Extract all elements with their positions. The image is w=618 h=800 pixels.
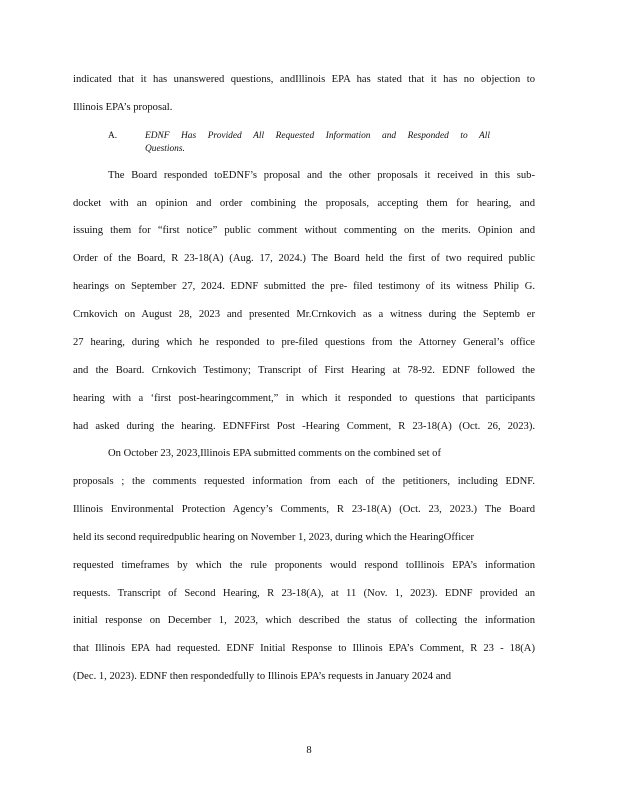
body-text-line: that Illinois EPA had requested. EDNF Initial Response to Illinois EPA’s Comment, R 23 - 18(A) [73,643,535,654]
body-text-line: Illinois EPA’s proposal. [73,102,173,113]
body-text-line: held its second requiredpublic hearing on November 1, 2023, during which the HearingOfficer [73,532,475,543]
section-heading-title: EDNF Has Provided All Requested Information and Responded to All [145,131,490,141]
body-text-line: docket with an opinion and order combining the proposals, accepting them for hearing, and [73,198,535,209]
body-text-line: had asked during the hearing. EDNFFirst Post -Hearing Comment, R 23-18(A) (Oct. 26, 2023). [73,421,535,432]
section-heading-letter: A. [108,131,118,141]
body-text-line: hearings on September 27, 2024. EDNF submitted the pre- filed testimony of its witness Philip G. [73,281,535,292]
body-text-line: hearing with a ‘first post-hearingcomment,” in which it responded to questions that participants [73,393,535,404]
body-text-line: proposals ; the comments requested information from each of the petitioners, including EDNF. [73,476,535,487]
section-heading-title-continued: Questions. [145,144,185,154]
body-text-line: Illinois Environmental Protection Agency’s Comments, R 23-18(A) (Oct. 23, 2023.) The Board [73,504,535,515]
body-text-line: requested timeframes by which the rule proponents would respond toIllinois EPA’s information [73,560,535,571]
body-text-line: and the Board. Crnkovich Testimony; Transcript of First Hearing at 78-92. EDNF followed the [73,365,535,376]
page-number: 8 [306,745,312,756]
body-text-line: The Board responded toEDNF’s proposal and the other proposals it received in this sub- [108,170,535,181]
body-text-line: On October 23, 2023,Illinois EPA submitted comments on the combined set of [108,448,441,459]
body-text-line: indicated that it has unanswered questions, andIllinois EPA has stated that it has no objection to [73,74,535,85]
body-text-line: Order of the Board, R 23-18(A) (Aug. 17, 2024.) The Board held the first of two required public [73,253,535,264]
body-text-line: initial response on December 1, 2023, which described the status of collecting the information [73,615,535,626]
body-text-line: requests. Transcript of Second Hearing, R 23-18(A), at 11 (Nov. 1, 2023). EDNF provided an [73,588,535,599]
body-text-line: 27 hearing, during which he responded to pre-filed questions from the Attorney General’s office [73,337,535,348]
body-text-line: (Dec. 1, 2023). EDNF then respondedfully to Illinois EPA’s requests in January 2024 and [73,671,451,682]
body-text-line: issuing them for “first notice” public comment without commenting on the merits. Opinion and [73,225,535,236]
body-text-line: Crnkovich on August 28, 2023 and presented Mr.Crnkovich as a witness during the Septemb er [73,309,535,320]
